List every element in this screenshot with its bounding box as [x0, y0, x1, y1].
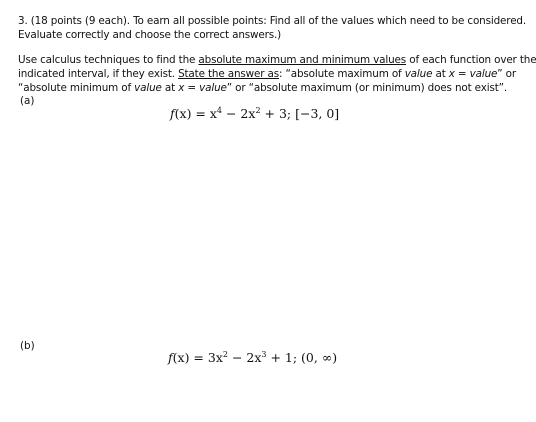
- instructions-line-3: [18, 81, 507, 95]
- part-a-function: [170, 106, 339, 121]
- instructions-text: =: [184, 82, 200, 94]
- value-placeholder: value: [199, 82, 227, 94]
- math-text: − 2x: [222, 106, 256, 121]
- instructions-text: at: [432, 68, 449, 80]
- instructions-line-1: [18, 53, 536, 67]
- instructions-text: : “absolute maximum of: [279, 68, 405, 80]
- exponent: 4: [216, 106, 223, 115]
- value-placeholder: value: [404, 68, 433, 80]
- underlined-phrase: absolute maximum and minimum values: [198, 54, 407, 66]
- instructions-text: ” or “absolute maximum (or minimum) does not exist”.: [226, 82, 508, 94]
- exponent: 2: [255, 106, 261, 115]
- part-b-label: (b): [20, 340, 35, 352]
- math-text: (x) = 3x: [172, 350, 223, 365]
- instructions-text: =: [454, 68, 470, 80]
- part-b-function: [168, 350, 337, 365]
- variable-x: x: [448, 68, 455, 80]
- value-placeholder: value: [469, 68, 498, 80]
- instructions-text: Use calculus techniques to find the: [18, 54, 199, 66]
- instructions-text: of each function over the: [406, 54, 536, 66]
- math-text: + 3; [−3, 0]: [260, 106, 340, 121]
- instructions-text: ” or: [497, 68, 517, 80]
- exponent: 3: [261, 350, 267, 359]
- math-text: + 1; (0, ∞): [266, 350, 338, 365]
- question-header-line-2: Evaluate correctly and choose the correct answers.): [18, 29, 282, 41]
- instructions-text: indicated interval, if they exist.: [18, 68, 179, 80]
- variable-x: x: [178, 82, 185, 94]
- instructions-text: “absolute minimum of: [18, 82, 135, 94]
- function-name: f: [170, 106, 175, 121]
- instructions-line-2: [18, 67, 516, 81]
- question-header-line-1: 3. (18 points (9 each). To earn all possible points: Find all of the values which need to be considered.: [18, 15, 527, 27]
- exponent: 2: [222, 350, 228, 359]
- value-placeholder: value: [134, 82, 162, 94]
- math-text: (x) = x: [174, 106, 217, 121]
- instructions-text: at: [161, 82, 179, 94]
- function-name: f: [168, 350, 173, 365]
- part-a-label: (a): [20, 95, 35, 107]
- underlined-phrase: State the answer as: [178, 68, 279, 80]
- math-text: − 2x: [227, 350, 262, 365]
